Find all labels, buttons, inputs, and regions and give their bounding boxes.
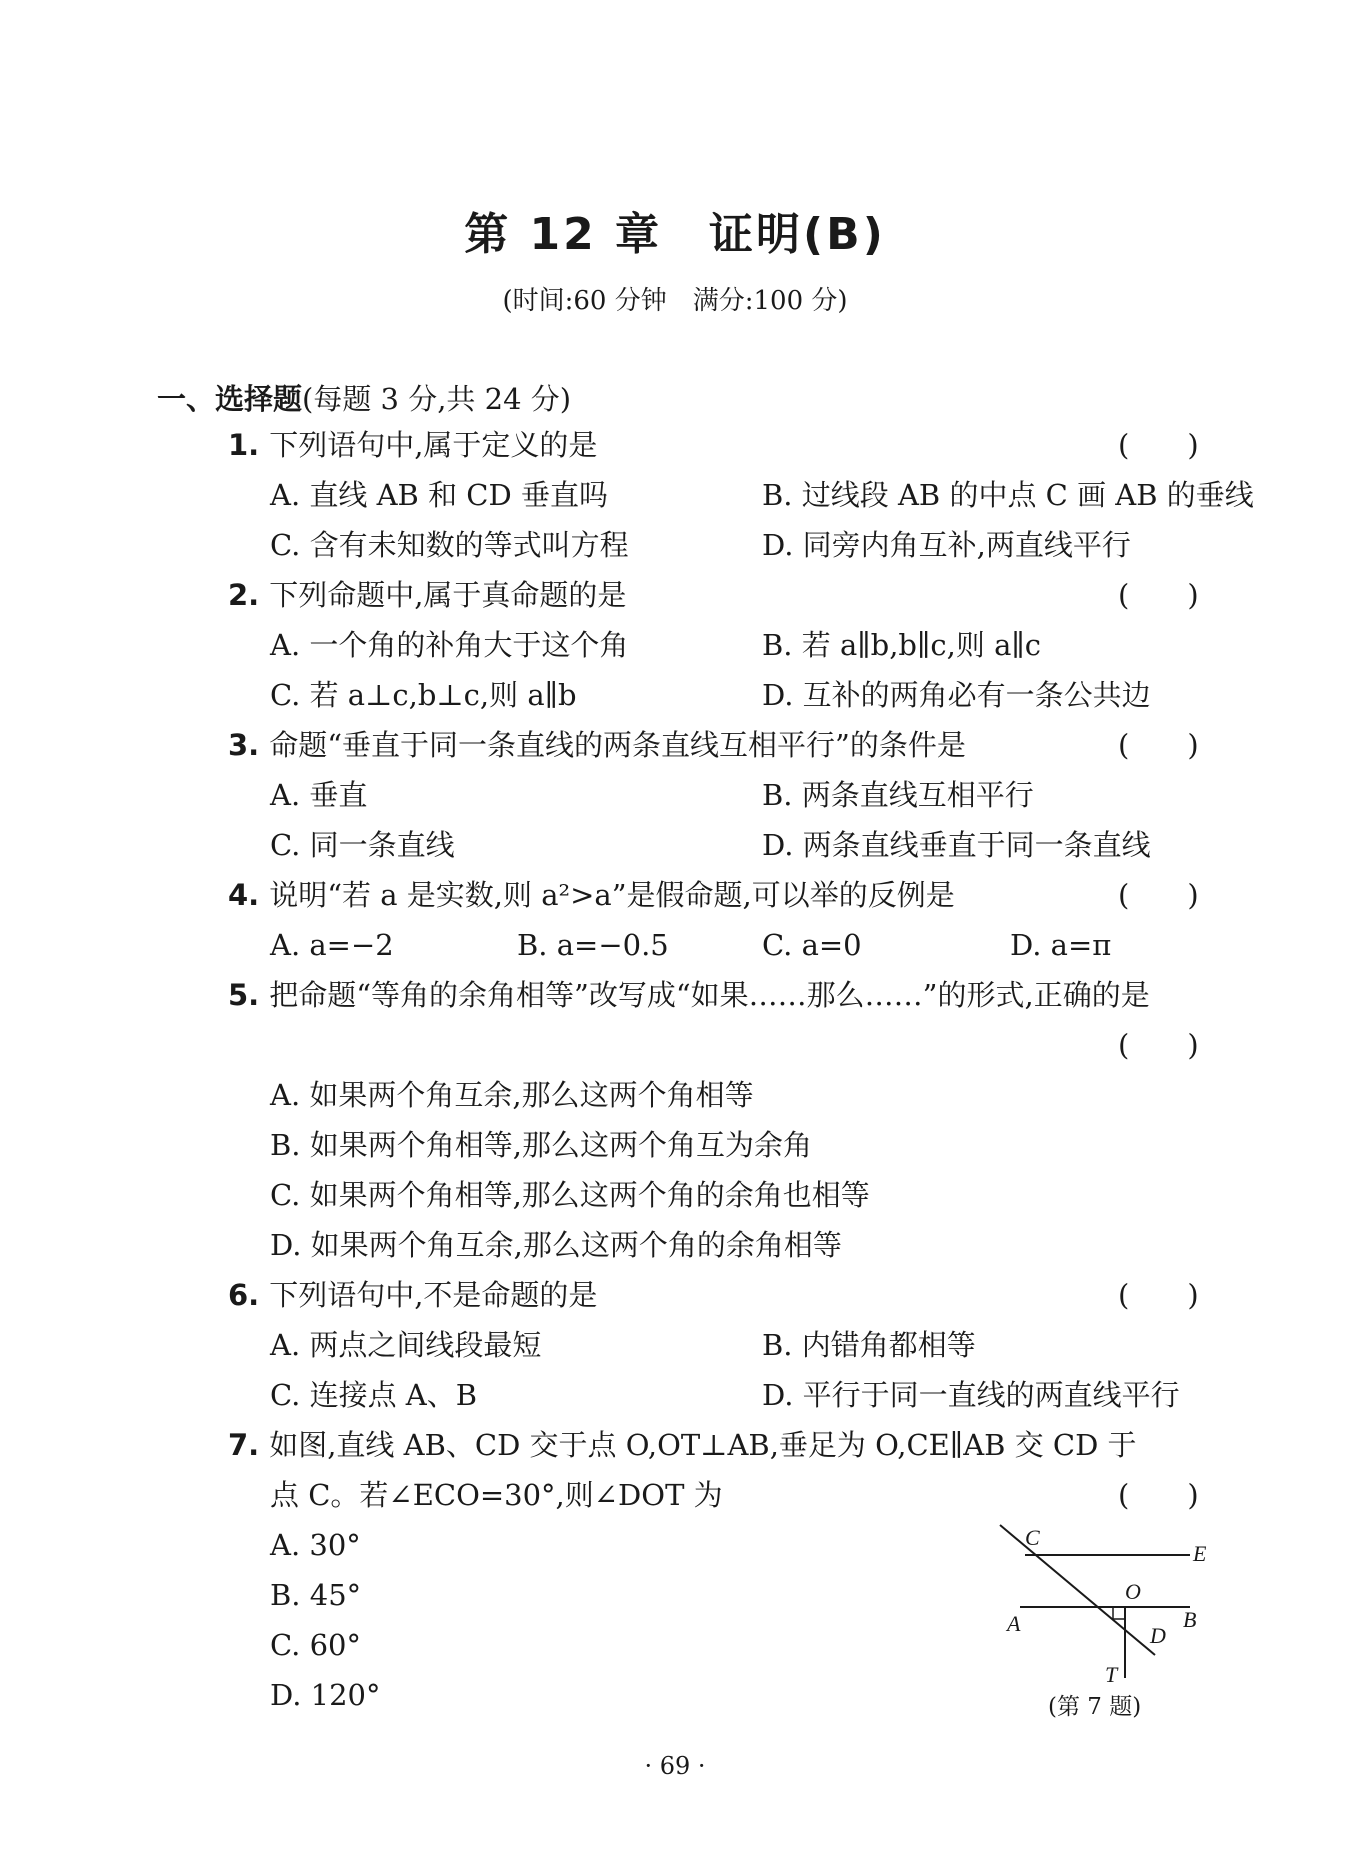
question-7-stem-continued: 点 C。若∠ECO=30°,则∠DOT 为 [270,1478,723,1512]
answer-bracket-4: ( ) [1118,878,1199,912]
option-4a: A. a=−2 [270,928,394,962]
option-5a: A. 如果两个角互余,那么这两个角相等 [270,1078,754,1112]
label-d: D [1150,1623,1166,1648]
option-1c: C. 含有未知数的等式叫方程 [270,528,629,562]
option-2d: D. 互补的两角必有一条公共边 [762,678,1151,712]
option-6b: B. 内错角都相等 [762,1328,976,1362]
label-e: E [1193,1541,1207,1566]
answer-bracket-7: ( ) [1118,1478,1199,1512]
option-3a: A. 垂直 [270,778,368,812]
answer-bracket-5: ( ) [1118,1028,1199,1062]
question-text: 命题“垂直于同一条直线的两条直线互相平行”的条件是 [269,728,966,762]
question-number: 2. [228,578,260,612]
chapter-title: 第 12 章 证明(B) [464,209,886,260]
option-2c: C. 若 a⊥c,b⊥c,则 a∥b [270,678,577,712]
answer-bracket-3: ( ) [1118,728,1199,762]
option-6d: D. 平行于同一直线的两直线平行 [762,1378,1180,1412]
question-number: 3. [228,728,260,762]
option-2a: A. 一个角的补角大于这个角 [270,628,629,662]
question-text: 下列语句中,不是命题的是 [269,1278,598,1312]
question-6-stem [228,1275,597,1315]
option-1a: A. 直线 AB 和 CD 垂直吗 [270,478,608,512]
time-score-note: (时间:60 分钟 满分:100 分) [502,286,848,316]
option-7d: D. 120° [270,1678,381,1712]
answer-bracket-2: ( ) [1118,578,1199,612]
question-number: 7. [228,1428,260,1462]
option-7a: A. 30° [270,1528,361,1562]
option-7c: C. 60° [270,1628,361,1662]
section-note: (每题 3 分,共 24 分) [302,382,572,416]
option-5b: B. 如果两个角相等,那么这两个角互为余角 [270,1128,812,1162]
question-number: 5. [228,978,260,1012]
section-heading [157,377,571,418]
geometry-figure [995,1515,1225,1685]
section-label: 一、选择题 [157,382,303,416]
figure-caption: (第 7 题) [1048,1694,1142,1720]
page-number: · 69 · [644,1752,706,1780]
option-3b: B. 两条直线互相平行 [762,778,1034,812]
label-b: B [1183,1607,1197,1632]
option-2b: B. 若 a∥b,b∥c,则 a∥c [762,628,1041,662]
right-angle-mark [1113,1607,1125,1619]
question-text: 下列命题中,属于真命题的是 [269,578,627,612]
label-a: A [1007,1611,1021,1636]
question-7-stem [228,1425,1137,1465]
option-4c: C. a=0 [762,928,862,962]
option-4b: B. a=−0.5 [517,928,669,962]
option-6c: C. 连接点 A、B [270,1378,478,1412]
question-5-stem [228,975,1150,1015]
option-5d: D. 如果两个角互余,那么这两个角的余角相等 [270,1228,842,1262]
option-1b: B. 过线段 AB 的中点 C 画 AB 的垂线 [762,478,1254,512]
option-3c: C. 同一条直线 [270,828,455,862]
option-3d: D. 两条直线垂直于同一条直线 [762,828,1151,862]
question-number: 1. [228,428,260,462]
label-t: T [1105,1662,1118,1685]
option-5c: C. 如果两个角相等,那么这两个角的余角也相等 [270,1178,870,1212]
answer-bracket-1: ( ) [1118,428,1199,462]
question-2-stem [228,575,626,615]
question-text: 说明“若 a 是实数,则 a²>a”是假命题,可以举的反例是 [269,878,955,912]
label-o: O [1125,1579,1141,1604]
question-text: 把命题“等角的余角相等”改写成“如果……那么……”的形式,正确的是 [269,978,1150,1012]
answer-bracket-6: ( ) [1118,1278,1199,1312]
option-7b: B. 45° [270,1578,362,1612]
question-1-stem [228,425,597,465]
question-3-stem [228,725,966,765]
option-4d: D. a=π [1010,928,1112,962]
option-6a: A. 两点之间线段最短 [270,1328,542,1362]
question-text: 下列语句中,属于定义的是 [269,428,598,462]
label-c: C [1025,1525,1040,1550]
question-text: 如图,直线 AB、CD 交于点 O,OT⊥AB,垂足为 O,CE∥AB 交 CD 于 [269,1428,1137,1462]
question-number: 6. [228,1278,260,1312]
option-1d: D. 同旁内角互补,两直线平行 [762,528,1131,562]
question-4-stem [228,875,955,915]
question-number: 4. [228,878,260,912]
